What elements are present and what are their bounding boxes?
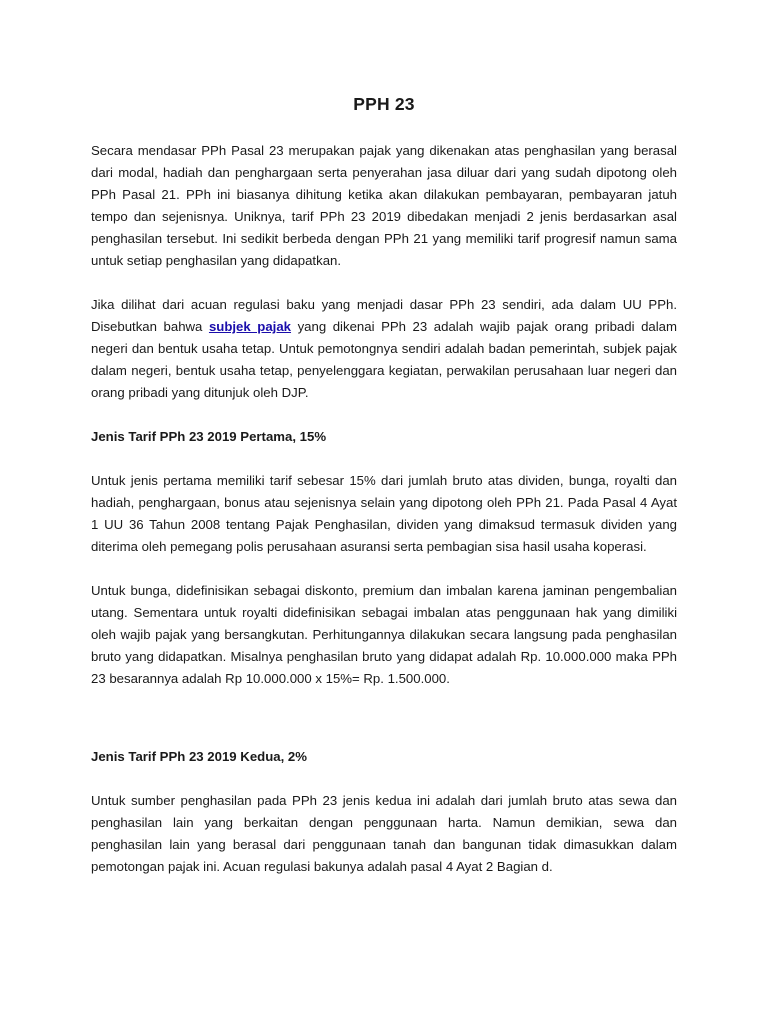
document-title: PPH 23 [353, 94, 415, 114]
subjek-pajak-link[interactable]: subjek pajak [208, 319, 292, 334]
heading-tarif-pertama: Jenis Tarif PPh 23 2019 Pertama, 15% [91, 429, 327, 444]
paragraph-tarif-pertama: Untuk jenis pertama memiliki tarif sebesar 15% dari jumlah bruto atas dividen, bunga, royalti dan hadiah, penghargaan, bonus atau sejenisnya selain yang dipotong oleh PPh 21. Pada Pasal 4 Ayat 1 UU 36 Tahun 2008 tentang Pajak Penghasilan, dividen yang dimaksud termasuk dividen yang diterima oleh pemegang polis perusahaan asuransi serta pembagian sisa hasil usaha koperasi. [91, 473, 677, 554]
paragraph-bunga-royalti: Untuk bunga, didefinisikan sebagai diskonto, premium dan imbalan karena jaminan pengembalian utang. Sementara untuk royalti didefinisikan sebagai imbalan atas penggunaan hak yang dimiliki oleh wajib pajak yang bersangkutan. Perhitungannya dilakukan secara langsung pada penghasilan bruto yang didapatkan. Misalnya penghasilan bruto yang didapat adalah Rp. 10.000.000 maka PPh 23 besarannya adalah Rp 10.000.000 x 15%= Rp. 1.500.000. [91, 583, 677, 686]
heading-tarif-kedua: Jenis Tarif PPh 23 2019 Kedua, 2% [91, 749, 307, 764]
paragraph-tarif-kedua: Untuk sumber penghasilan pada PPh 23 jenis kedua ini adalah dari jumlah bruto atas sewa dan penghasilan lain yang berkaitan dengan penggunaan harta. Namun demikian, sewa dan penghasilan lain yang berasal dari penggunaan tanah dan bangunan tidak dimasukkan dalam pemotongan pajak ini. Acuan regulasi bakunya adalah pasal 4 Ayat 2 Bagian d. [91, 793, 677, 874]
paragraph-regulation-text-before: Jika dilihat dari acuan regulasi baku yang menjadi dasar PPh 23 sendiri, ada dalam UU PPh. Disebutkan bahwa [91, 297, 677, 334]
document-body [91, 140, 677, 878]
paragraph-regulation [91, 294, 677, 404]
paragraph-intro: Secara mendasar PPh Pasal 23 merupakan pajak yang dikenakan atas penghasilan yang berasal dari modal, hadiah dan penghargaan serta penyerahan jasa diluar dari yang sudah dipotong oleh PPh Pasal 21. PPh ini biasanya dihitung ketika akan dilakukan pembayaran, pembayaran jatuh tempo dan sejenisnya. Uniknya, tarif PPh 23 2019 dibedakan menjadi 2 jenis berdasarkan asal penghasilan tersebut. Ini sedikit berbeda dengan PPh 21 yang memiliki tarif progresif namun sama untuk setiap penghasilan yang didapatkan. [91, 143, 677, 268]
paragraph-regulation-text-after: yang dikenai PPh 23 adalah wajib pajak orang pribadi dalam negeri dan bentuk usaha tetap. Untuk pemotongnya sendiri adalah badan pemerintah, subjek pajak dalam negeri, bentuk usaha tetap, penyelenggara kegiatan, perwakilan perusahaan luar negeri dan orang pribadi yang ditunjuk oleh DJP. [91, 319, 677, 400]
